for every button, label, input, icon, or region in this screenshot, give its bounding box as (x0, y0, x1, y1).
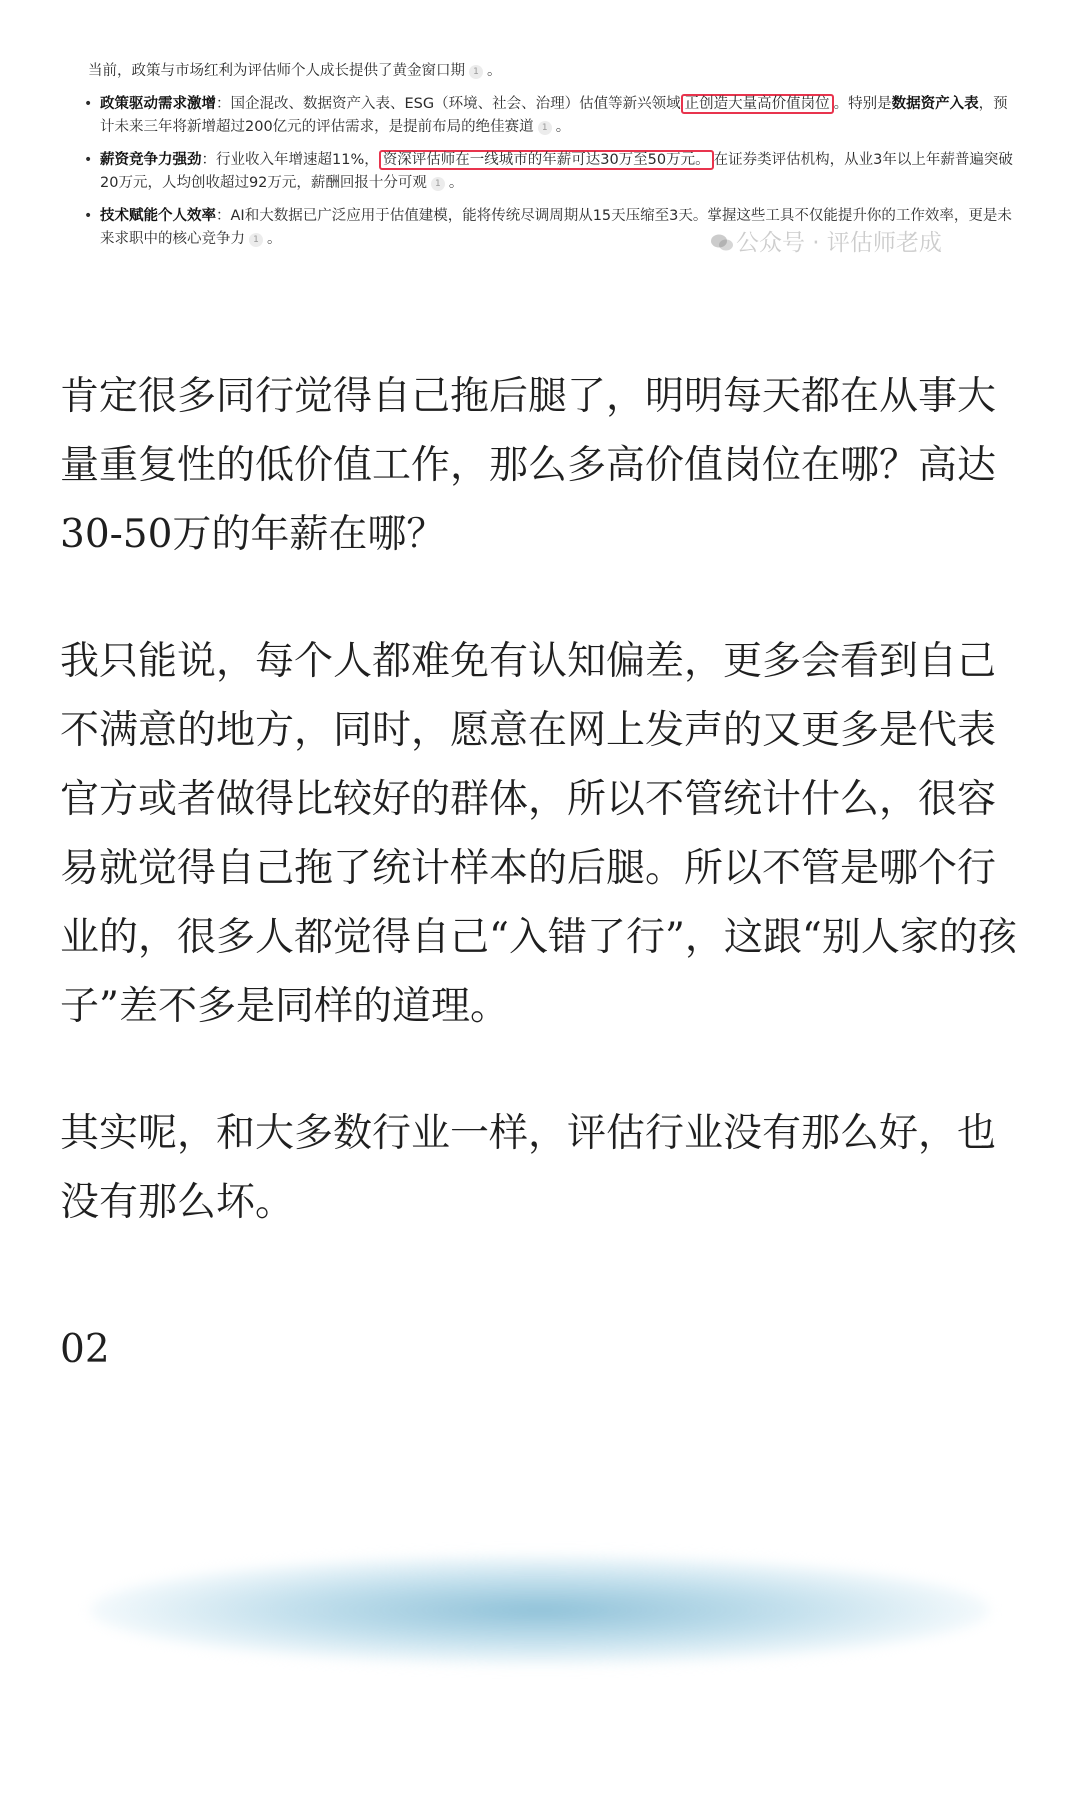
citation-badge[interactable]: 1 (469, 65, 483, 79)
bullet-item: • 技术赋能个人效率：AI和大数据已广泛应用于估值建模，能将传统尽调周期从15天压缩至3天。掌握这些工具不仅能提升你的工作效率，更是未来求职中的核心竞争力 1 。 (70, 205, 1020, 251)
wechat-icon (710, 233, 736, 258)
highlight-box: 正创造大量高价值岗位 (681, 94, 834, 114)
bullet-item: • 政策驱动需求激增：国企混改、数据资产入表、ESG（环境、社会、治理）估值等新兴领域 正创造大量高价值岗位 。特别是数据资产入表，预计未来三年将新增超过200亿元的评估需求，是提前布局的绝佳赛道 1 。 (70, 93, 1020, 139)
bullet-item: • 薪资竞争力强劲：行业收入年增速超11%， 资深评估师在一线城市的年薪可达30万至50万元。 在证券类评估机构，从业3年以上年薪普遍突破20万元，人均创收超过92万元，薪酬回报十分可观 1 。 (70, 149, 1020, 195)
citation-badge[interactable]: 1 (431, 177, 445, 191)
highlight-box: 资深评估师在一线城市的年薪可达30万至50万元。 (379, 150, 714, 170)
embedded-screenshot (70, 60, 1020, 290)
article-paragraph: 肯定很多同行觉得自己拖后腿了，明明每天都在从事大量重复性的低价值工作，那么多高价值岗位在哪？高达30-50万的年薪在哪？ (60, 374, 997, 557)
bullet-dot-icon: • (84, 96, 93, 112)
screenshot-bullet-list (70, 93, 1020, 251)
bullet-title: 政策驱动需求激增 (100, 96, 216, 112)
screenshot-intro: 当前，政策与市场红利为评估师个人成长提供了黄金窗口期 1 。 (88, 63, 502, 79)
article-body (60, 362, 1020, 1384)
watermark-text: 公众号 · 评估师老成 (736, 230, 942, 256)
bullet-dot-icon: • (84, 152, 93, 168)
article-paragraph: 其实呢，和大多数行业一样，评估行业没有那么好，也没有那么坏。 (60, 1111, 997, 1225)
section-number: 02 (60, 1327, 110, 1372)
bullet-dot-icon: • (84, 208, 93, 224)
bullet-title: 薪资竞争力强劲 (100, 152, 202, 168)
article-paragraph: 我只能说，每个人都难免有认知偏差，更多会看到自己不满意的地方，同时，愿意在网上发声的又更多是代表官方或者做得比较好的群体，所以不管统计什么，很容易就觉得自己拖了统计样本的后腿。所以不管是哪个行业的，很多人都觉得自己“入错了行”，这跟“别人家的孩子”差不多是同样的道理。 (60, 639, 1017, 1029)
watermark (710, 232, 942, 258)
citation-badge[interactable]: 1 (538, 121, 552, 135)
citation-badge[interactable]: 1 (249, 233, 263, 247)
decorative-glow (90, 1555, 990, 1665)
bullet-title: 技术赋能个人效率 (100, 208, 216, 224)
